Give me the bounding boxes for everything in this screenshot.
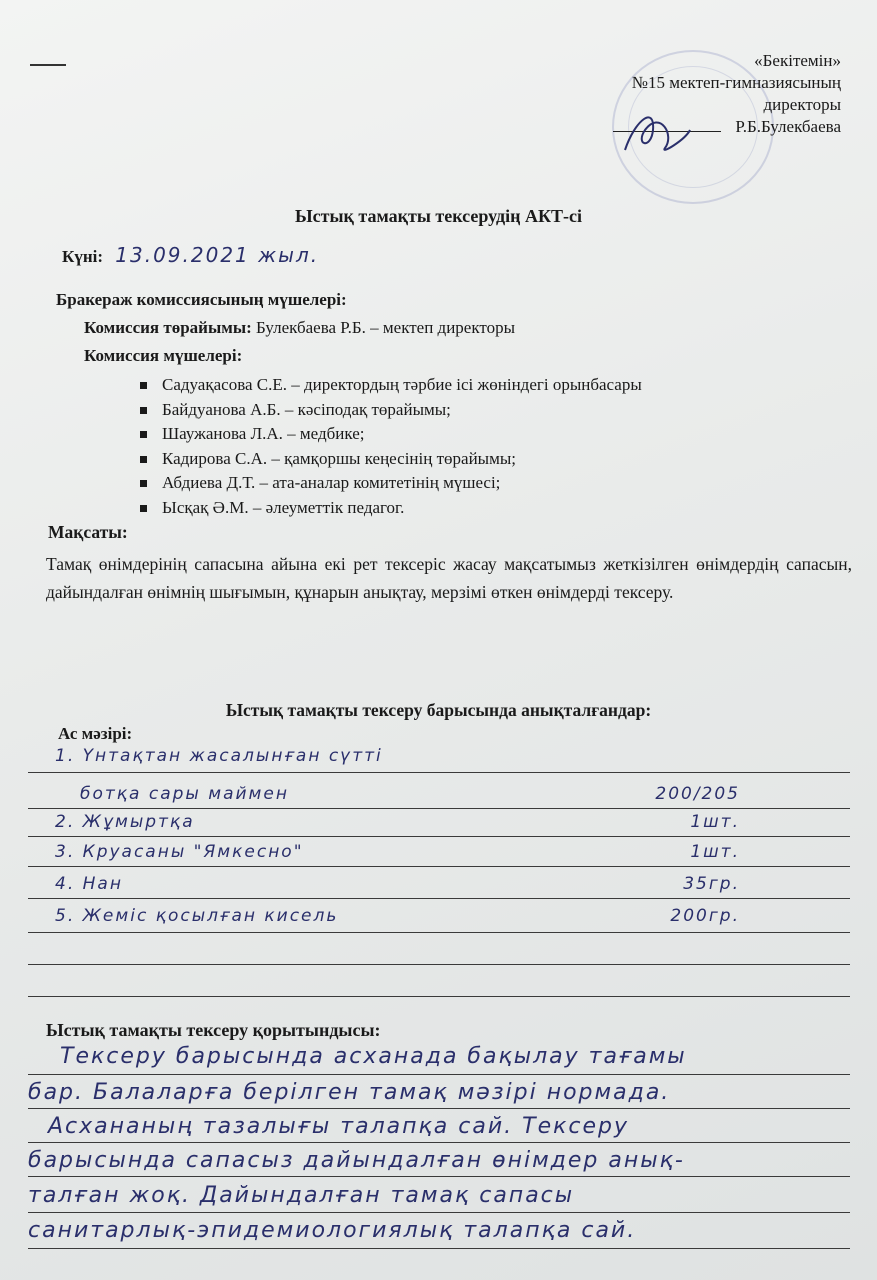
conclusion-line: талған жоқ. Дайындалған тамақ сапасы xyxy=(28,1183,575,1208)
approval-title: «Бекітемін» xyxy=(754,51,841,70)
corner-mark xyxy=(30,64,66,66)
goal-text: Тамақ өнімдерінің сапасына айына екі рет тексеріс жасау мақсатымыз жеткізілген өнімдердің сапасын, дайындалған өнімнің шығымын, құнарын анықтау, мерзімі өткен өнімдерді тексеру. xyxy=(46,554,852,602)
conclusion-line: Асхананың тазалығы талапқа сай. Тексеру xyxy=(48,1114,630,1139)
menu-item xyxy=(55,874,835,898)
menu-item-amount: 1шт. xyxy=(690,812,740,832)
conclusion-line: барысында сапасыз дайындалған өнімдер анық- xyxy=(28,1148,685,1173)
menu-item-text: 5. Жеміс қосылған кисель xyxy=(55,906,339,926)
menu-item-amount: 35гр. xyxy=(683,874,740,894)
menu-item-text: 1. Үнтақтан жасалынған сүтті xyxy=(55,746,383,766)
menu-item-text: 4. Нан xyxy=(55,874,123,894)
approval-position: директоры xyxy=(763,95,841,114)
menu-item xyxy=(80,784,860,808)
goal-label: Мақсаты: xyxy=(48,522,128,542)
commission-chair-row xyxy=(84,318,515,338)
ruled-line xyxy=(28,996,850,997)
approval-name: Р.Б.Булекбаева xyxy=(735,117,841,136)
ruled-line xyxy=(28,1142,850,1143)
ruled-line xyxy=(28,1074,850,1075)
findings-heading: Ыстық тамақты тексеру барысында анықталғандар: xyxy=(225,700,652,720)
chair-value: Булекбаева Р.Б. – мектеп директоры xyxy=(256,318,516,337)
document-title: Ыстық тамақты тексерудің АКТ-сі xyxy=(294,206,582,226)
ruled-line xyxy=(28,772,850,773)
menu-item-amount: 200гр. xyxy=(670,906,740,926)
approval-school: №15 мектеп-гимназиясының xyxy=(631,73,841,92)
ruled-line xyxy=(28,808,850,809)
date-value: 13.09.2021 жыл. xyxy=(115,243,320,267)
ruled-line xyxy=(28,866,850,867)
date-label: Күні: xyxy=(62,247,104,266)
ruled-line xyxy=(28,1108,850,1109)
ruled-line xyxy=(28,1176,850,1177)
ruled-line xyxy=(28,1212,850,1213)
conclusion-line: Тексеру барысында асханада бақылау тағамы xyxy=(60,1044,687,1069)
member-item: Ысқақ Ә.М. – әлеуметтік педагог. xyxy=(140,496,840,521)
menu-item-text: 3. Круасаны "Ямкесно" xyxy=(55,842,304,862)
conclusion-line: бар. Балаларға берілген тамақ мәзірі нормада. xyxy=(28,1080,671,1105)
menu-item xyxy=(55,842,835,866)
member-item: Садуақасова С.Е. – директордың тәрбие ісі жөніндегі орынбасары xyxy=(140,373,840,398)
member-item: Байдуанова А.Б. – кәсіподақ төрайымы; xyxy=(140,398,840,423)
menu-item xyxy=(55,906,835,930)
ruled-line xyxy=(28,836,850,837)
member-item: Кадирова С.А. – қамқоршы кеңесінің төрайымы; xyxy=(140,447,840,472)
director-signature xyxy=(615,100,695,160)
menu-item-text: ботқа сары маймен xyxy=(80,784,289,804)
date-row xyxy=(62,243,319,267)
member-item: Абдиева Д.Т. – ата-аналар комитетінің мүшесі; xyxy=(140,471,840,496)
ruled-line xyxy=(28,964,850,965)
menu-item xyxy=(55,812,835,836)
menu-item-amount: 1шт. xyxy=(690,842,740,862)
members-label: Комиссия мүшелері: xyxy=(84,346,243,365)
member-item: Шаужанова Л.А. – медбике; xyxy=(140,422,840,447)
chair-label: Комиссия төрайымы: xyxy=(84,318,252,337)
ruled-line xyxy=(28,1248,850,1249)
ruled-line xyxy=(28,898,850,899)
conclusion-label: Ыстық тамақты тексеру қорытындысы: xyxy=(46,1020,381,1040)
menu-item xyxy=(55,746,835,770)
menu-label: Ас мәзірі: xyxy=(58,724,133,743)
ruled-line xyxy=(28,932,850,933)
conclusion-line: санитарлық-эпидемиологиялық талапқа сай. xyxy=(28,1218,637,1243)
menu-item-amount: 200/205 xyxy=(655,784,740,804)
commission-heading: Бракераж комиссиясының мүшелері: xyxy=(56,290,347,309)
menu-item-text: 2. Жұмыртқа xyxy=(55,812,195,832)
members-list xyxy=(140,373,840,520)
